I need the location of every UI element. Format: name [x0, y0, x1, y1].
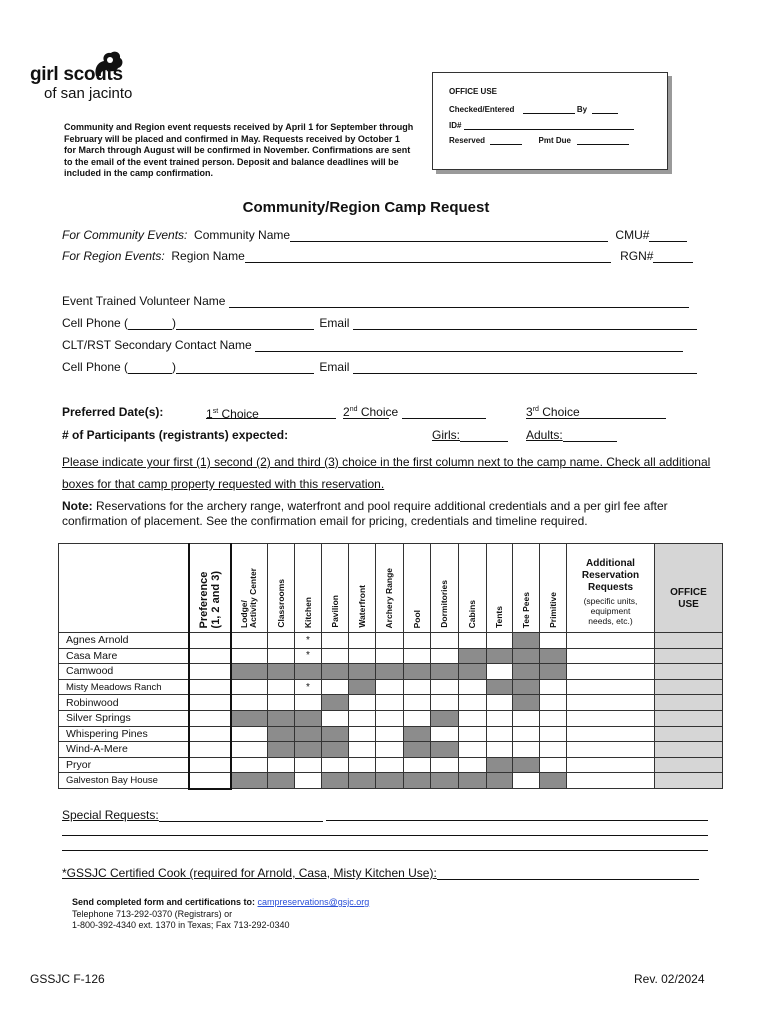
cell-phone-field-1[interactable] — [176, 317, 314, 330]
column-header-cabins: Cabins — [459, 544, 487, 633]
table-row — [59, 773, 723, 789]
checkbox-cell[interactable] — [376, 633, 404, 649]
unavailable-cell — [431, 742, 459, 758]
cell-phone-row-1: Cell Phone ( ) Email — [62, 316, 697, 330]
checkbox-cell[interactable] — [459, 710, 487, 726]
checkbox-cell[interactable] — [431, 726, 459, 742]
camp-name: Whispering Pines — [59, 726, 189, 742]
logo-text: girl scouts — [30, 64, 123, 85]
checkbox-cell[interactable] — [404, 695, 431, 711]
checkbox-cell[interactable] — [322, 710, 349, 726]
unavailable-cell — [322, 742, 349, 758]
camp-name: Robinwood — [59, 695, 189, 711]
table-row — [59, 695, 723, 711]
additional-requests-cell[interactable] — [567, 773, 655, 789]
column-header-pool: Pool — [404, 544, 431, 633]
checkbox-cell[interactable] — [376, 742, 404, 758]
unavailable-cell — [540, 648, 567, 664]
checkbox-cell[interactable] — [540, 695, 567, 711]
community-row: For Community Events: Community Name CMU# — [62, 228, 687, 242]
camp-name: Camwood — [59, 664, 189, 680]
unavailable-cell — [540, 664, 567, 680]
checkbox-cell[interactable] — [540, 679, 567, 695]
cmu-field[interactable] — [649, 229, 687, 242]
unavailable-cell — [513, 664, 540, 680]
unavailable-cell — [231, 773, 268, 789]
checkbox-cell[interactable] — [376, 710, 404, 726]
unavailable-cell — [295, 710, 322, 726]
checkbox-cell[interactable] — [487, 742, 513, 758]
second-choice-field[interactable]: 2nd Choice — [343, 405, 486, 419]
secondary-name-field[interactable] — [255, 339, 683, 352]
office-title: OFFICE USE — [449, 87, 498, 96]
checkbox-cell[interactable] — [349, 742, 376, 758]
checkbox-cell[interactable] — [231, 648, 268, 664]
office-use-cell — [655, 633, 723, 649]
checkbox-cell[interactable] — [322, 757, 349, 773]
checkbox-cell[interactable] — [349, 757, 376, 773]
unavailable-cell — [231, 664, 268, 680]
preference-cell[interactable] — [189, 757, 231, 773]
table-name-header — [59, 544, 189, 633]
camp-name: Galveston Bay House — [59, 773, 189, 789]
column-header-pavilion: Pavilion — [322, 544, 349, 633]
office-use-cell — [655, 757, 723, 773]
checkbox-cell[interactable] — [431, 695, 459, 711]
column-header-primitive: Primitive — [540, 544, 567, 633]
checkbox-cell[interactable] — [459, 679, 487, 695]
checkbox-cell[interactable] — [231, 695, 268, 711]
checkbox-cell[interactable] — [513, 742, 540, 758]
unavailable-cell — [376, 773, 404, 789]
checkbox-cell[interactable] — [268, 695, 295, 711]
additional-requests-cell[interactable] — [567, 664, 655, 680]
checkbox-cell[interactable] — [487, 710, 513, 726]
revision: Rev. 02/2024 — [634, 972, 705, 986]
unavailable-cell — [268, 664, 295, 680]
checkbox-cell[interactable] — [404, 679, 431, 695]
logo-subtext: of san jacinto — [44, 85, 133, 102]
office-id: ID# — [449, 120, 634, 130]
page-title: Community/Region Camp Request — [242, 199, 490, 216]
table-row — [59, 679, 723, 695]
preference-cell[interactable] — [189, 742, 231, 758]
preference-cell[interactable] — [189, 664, 231, 680]
unavailable-cell — [431, 710, 459, 726]
checkbox-cell[interactable] — [487, 726, 513, 742]
checkbox-cell[interactable] — [295, 773, 322, 789]
checkbox-cell[interactable] — [431, 757, 459, 773]
unavailable-cell — [268, 710, 295, 726]
region-row: For Region Events: Region Name RGN# — [62, 249, 693, 263]
camp-name: Agnes Arnold — [59, 633, 189, 649]
preference-header: Preference (1, 2 and 3) — [189, 544, 231, 633]
checkbox-cell[interactable] — [459, 757, 487, 773]
column-header-tee-pees: Tee Pees — [513, 544, 540, 633]
table-row — [59, 664, 723, 680]
unavailable-cell — [295, 726, 322, 742]
special-requests-row: Special Requests: — [62, 808, 323, 822]
checkbox-cell[interactable] — [459, 633, 487, 649]
checkbox-cell[interactable] — [376, 695, 404, 711]
unavailable-cell — [268, 773, 295, 789]
instructions-line-1: Please indicate your first (1) second (2) and third (3) choice in the first column next to the camp name. Check all additional — [62, 455, 711, 469]
cell-phone-field-2[interactable] — [176, 361, 314, 374]
instructions-line-2: boxes for that camp property requested with this reservation. — [62, 477, 385, 491]
cook-field[interactable] — [437, 867, 699, 880]
checkbox-cell[interactable] — [231, 679, 268, 695]
office-use-cell — [655, 710, 723, 726]
table-row — [59, 757, 723, 773]
office-reserved: Reserved Pmt Due — [449, 135, 629, 145]
preference-cell[interactable] — [189, 648, 231, 664]
unavailable-cell — [404, 742, 431, 758]
unavailable-cell — [513, 679, 540, 695]
camp-name: Wind-A-Mere — [59, 742, 189, 758]
checkbox-cell[interactable] — [513, 773, 540, 789]
special-requests-field[interactable] — [159, 809, 323, 822]
preference-cell[interactable] — [189, 710, 231, 726]
unavailable-cell — [404, 726, 431, 742]
unavailable-cell — [268, 742, 295, 758]
camp-name: Silver Springs — [59, 710, 189, 726]
special-requests-line-3[interactable] — [62, 850, 708, 851]
unavailable-cell — [431, 664, 459, 680]
office-use-cell — [655, 695, 723, 711]
checkbox-cell[interactable] — [404, 633, 431, 649]
unavailable-cell — [513, 648, 540, 664]
table-row — [59, 710, 723, 726]
checkbox-cell[interactable] — [540, 633, 567, 649]
adults-field[interactable]: Adults: — [526, 428, 617, 442]
checkbox-cell[interactable] — [268, 757, 295, 773]
checkbox-cell[interactable] — [231, 757, 268, 773]
unavailable-cell — [487, 679, 513, 695]
third-choice-field[interactable]: 3rd Choice — [526, 405, 666, 419]
additional-requests-cell[interactable] — [567, 695, 655, 711]
unavailable-cell — [459, 648, 487, 664]
checkbox-cell[interactable] — [431, 633, 459, 649]
preference-cell[interactable] — [189, 695, 231, 711]
checkbox-cell[interactable] — [513, 710, 540, 726]
unavailable-cell — [231, 710, 268, 726]
cell-area-field-2[interactable] — [128, 361, 172, 374]
unavailable-cell — [349, 679, 376, 695]
checkbox-cell[interactable] — [487, 633, 513, 649]
camp-name: Pryor — [59, 757, 189, 773]
checkbox-cell[interactable] — [404, 648, 431, 664]
checkbox-cell[interactable] — [231, 742, 268, 758]
checkbox-cell[interactable] — [376, 757, 404, 773]
table-row — [59, 742, 723, 758]
checkbox-cell[interactable] — [459, 695, 487, 711]
checkbox-cell[interactable] — [376, 679, 404, 695]
community-name-field[interactable] — [290, 229, 608, 242]
table-row — [59, 648, 723, 664]
volunteer-name-field[interactable] — [229, 295, 689, 308]
unavailable-cell — [431, 773, 459, 789]
additional-requests-cell[interactable] — [567, 726, 655, 742]
table-row — [59, 726, 723, 742]
unavailable-cell — [487, 757, 513, 773]
checkbox-cell[interactable] — [431, 679, 459, 695]
secondary-row: CLT/RST Secondary Contact Name — [62, 338, 683, 352]
office-use-cell — [655, 742, 723, 758]
checkbox-cell[interactable] — [459, 726, 487, 742]
checkbox-cell[interactable] — [540, 710, 567, 726]
checkbox-cell[interactable] — [231, 633, 268, 649]
column-header-waterfront: Waterfront — [349, 544, 376, 633]
checkbox-cell[interactable] — [349, 710, 376, 726]
checkbox-cell[interactable] — [404, 710, 431, 726]
unavailable-cell — [322, 773, 349, 789]
checkbox-cell[interactable] — [295, 757, 322, 773]
camp-property-table — [58, 543, 707, 790]
intro-text: Community and Region event requests received by April 1 for September through February will be placed and confirmed in May. Requests received by October 1 for March through August will be confirmed in November. Confirmations are sent to the email of the event trained person. Deposit and balance deadlines will be included in the camp confirmation. — [64, 122, 414, 179]
checkbox-cell[interactable] — [459, 742, 487, 758]
email-link[interactable]: campreservations@gsjc.org — [257, 897, 370, 907]
checkbox-cell[interactable] — [349, 648, 376, 664]
unavailable-cell — [268, 726, 295, 742]
send-info: Send completed form and certifications to: campreservations@gsjc.org Telephone 713-292-0370 (Registrars) or 1-800-392-4340 ext. 1370 in Texas; Fax 713-292-0340 — [72, 897, 370, 930]
unavailable-cell — [487, 773, 513, 789]
unavailable-cell — [322, 664, 349, 680]
unavailable-cell — [513, 695, 540, 711]
unavailable-cell — [322, 726, 349, 742]
office-use-cell — [655, 648, 723, 664]
kitchen-cook-required-cell[interactable]: * — [295, 648, 322, 664]
column-header-dormitories: Dormitories — [431, 544, 459, 633]
cook-row: *GSSJC Certified Cook (required for Arnold, Casa, Misty Kitchen Use): — [62, 866, 699, 880]
camp-name: Casa Mare — [59, 648, 189, 664]
office-checked: Checked/Entered By — [449, 104, 618, 114]
girls-field[interactable]: Girls: — [432, 428, 508, 442]
participants-label: # of Participants (registrants) expected: — [62, 428, 289, 442]
checkbox-cell[interactable] — [349, 726, 376, 742]
checkbox-cell[interactable] — [322, 633, 349, 649]
additional-requests-cell[interactable] — [567, 742, 655, 758]
unavailable-cell — [349, 773, 376, 789]
checkbox-cell[interactable] — [513, 726, 540, 742]
checkbox-cell[interactable] — [404, 757, 431, 773]
additional-requests-cell[interactable] — [567, 679, 655, 695]
special-requests-line-2[interactable] — [62, 835, 708, 836]
checkbox-cell[interactable] — [540, 757, 567, 773]
email-field-2[interactable] — [353, 361, 697, 374]
checkbox-cell[interactable] — [487, 664, 513, 680]
unavailable-cell — [459, 664, 487, 680]
unavailable-cell — [459, 773, 487, 789]
additional-requests-cell[interactable] — [567, 648, 655, 664]
kitchen-cook-required-cell[interactable]: * — [295, 679, 322, 695]
table-row — [59, 633, 723, 649]
additional-requests-cell[interactable] — [567, 633, 655, 649]
unavailable-cell — [404, 664, 431, 680]
email-field-1[interactable] — [353, 317, 697, 330]
rgn-field[interactable] — [653, 250, 693, 263]
checkbox-cell[interactable] — [349, 695, 376, 711]
office-use-cell — [655, 726, 723, 742]
cell-phone-row-2: Cell Phone ( ) Email — [62, 360, 697, 374]
unavailable-cell — [513, 757, 540, 773]
column-header-tents: Tents — [487, 544, 513, 633]
unavailable-cell — [487, 648, 513, 664]
preference-cell[interactable] — [189, 773, 231, 789]
office-use-cell — [655, 773, 723, 789]
checkbox-cell[interactable] — [268, 679, 295, 695]
preference-cell[interactable] — [189, 726, 231, 742]
checkbox-cell[interactable] — [540, 742, 567, 758]
unavailable-cell — [322, 695, 349, 711]
checkbox-cell[interactable] — [376, 648, 404, 664]
unavailable-cell — [540, 773, 567, 789]
additional-requests-cell[interactable] — [567, 710, 655, 726]
unavailable-cell — [376, 664, 404, 680]
kitchen-cook-required-cell[interactable]: * — [295, 633, 322, 649]
column-header-lodge-activity-center: Lodge/ Activity Center — [231, 544, 268, 633]
checkbox-cell[interactable] — [231, 726, 268, 742]
column-header-kitchen: Kitchen — [295, 544, 322, 633]
form-number: GSSJC F-126 — [30, 972, 105, 986]
note-line-2: confirmation of placement. See the confirmation email for pricing, credentials and timeline required. — [62, 514, 588, 528]
checkbox-cell[interactable] — [349, 633, 376, 649]
preferred-dates-label: Preferred Date(s): — [62, 405, 164, 419]
checkbox-cell[interactable] — [268, 648, 295, 664]
preference-cell[interactable] — [189, 633, 231, 649]
unavailable-cell — [404, 773, 431, 789]
preference-cell[interactable] — [189, 679, 231, 695]
volunteer-row: Event Trained Volunteer Name — [62, 294, 689, 308]
office-use-cell — [655, 664, 723, 680]
unavailable-cell — [295, 742, 322, 758]
office-use-cell — [655, 679, 723, 695]
column-header-archery-range: Archery Range — [376, 544, 404, 633]
cell-area-field-1[interactable] — [128, 317, 172, 330]
checkbox-cell[interactable] — [431, 648, 459, 664]
office-use-box — [432, 72, 668, 170]
note-line-1: Note: Reservations for the archery range, waterfront and pool require additional credentials and a per girl fee after — [62, 499, 668, 513]
additional-requests-header: Additional Reservation Requests (specific units, equipment needs, etc.) — [567, 544, 655, 633]
checkbox-cell[interactable] — [295, 695, 322, 711]
column-header-classrooms: Classrooms — [268, 544, 295, 633]
office-use-header: OFFICE USE — [655, 544, 723, 633]
checkbox-cell[interactable] — [322, 648, 349, 664]
unavailable-cell — [513, 633, 540, 649]
checkbox-cell[interactable] — [376, 726, 404, 742]
first-choice-field[interactable]: 1st Choice — [206, 405, 329, 419]
unavailable-cell — [349, 664, 376, 680]
camp-name: Misty Meadows Ranch — [59, 679, 189, 695]
checkbox-cell[interactable] — [322, 679, 349, 695]
checkbox-cell[interactable] — [487, 695, 513, 711]
checkbox-cell[interactable] — [540, 726, 567, 742]
unavailable-cell — [295, 664, 322, 680]
additional-requests-cell[interactable] — [567, 757, 655, 773]
checkbox-cell[interactable] — [268, 633, 295, 649]
region-name-field[interactable] — [245, 250, 611, 263]
